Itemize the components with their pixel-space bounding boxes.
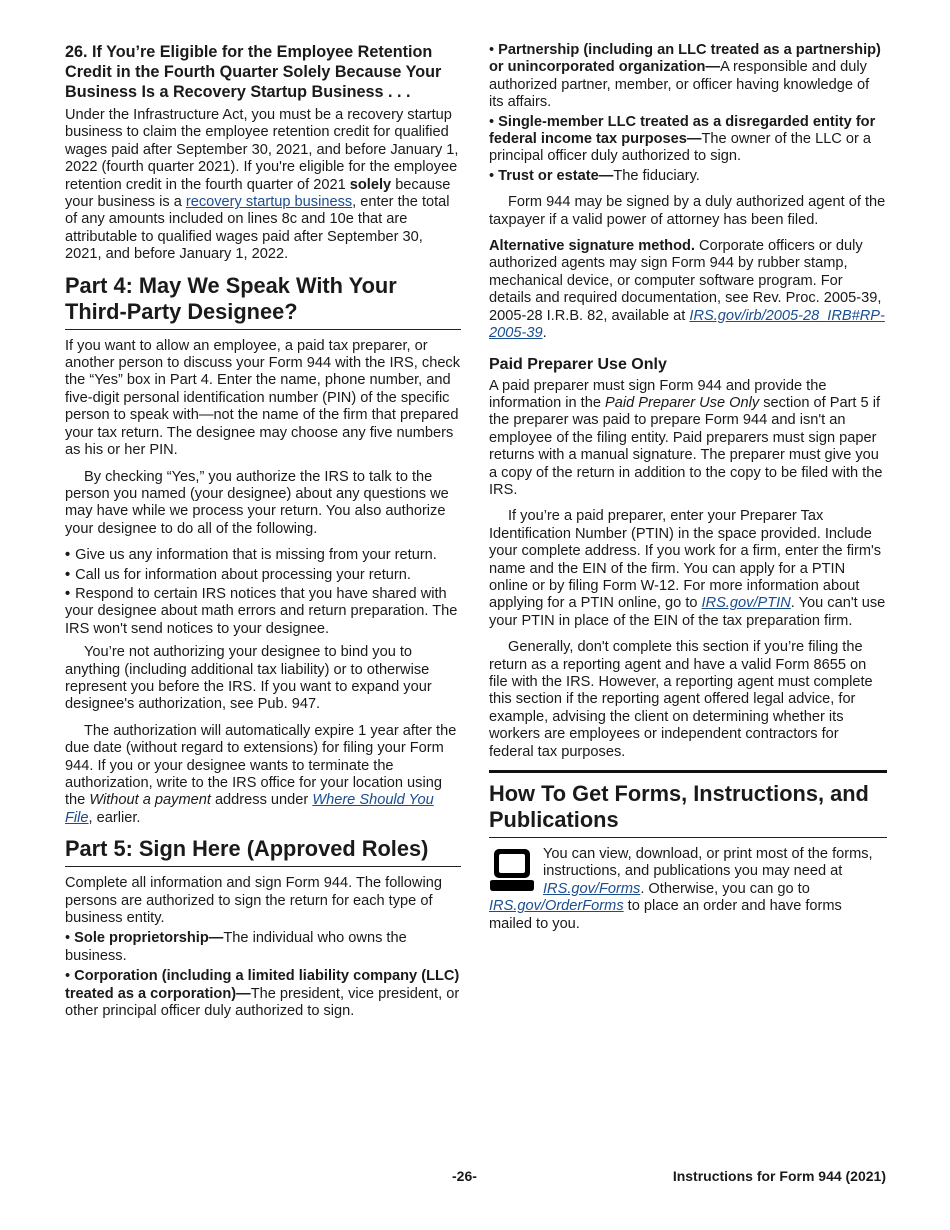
paid-preparer-paragraph-3: Generally, don't complete this section if you’re filing the return as a reporting agent and have a valid Form 8655 on file with the IRS. However, a reporting agent must complete this section if the reporting agent offered legal advice, for example, advising the client on determining whether its workers are employees or independent contractors for federal tax purposes. <box>489 639 873 760</box>
recovery-startup-link[interactable]: recovery startup business <box>185 194 353 211</box>
alternative-signature-paragraph: Alternative signature method. Corporate officers or duly authorized agents may sign Form 944 by rubber stamp, mechanical device, or computer software program. For details and required documentation, see Rev. Proc. 2005-39, 2005-28 I.R.B. 82, available at IRS.gov/irb/2005-28_IRB#RP-2005-39. <box>489 238 885 342</box>
bullet-icon: • <box>65 968 71 985</box>
part4-paragraph-1: If you want to allow an employee, a paid tax preparer, or another person to discuss your Form 944 with the IRS, check the “Yes” box in Part 4. Enter the name, phone number, and five-digit personal identification number (PIN) of the specific person to speak with—not the name of the firm that prepared your tax return. The designee may choose any five numbers as his or her PIN. <box>65 337 461 459</box>
part4-paragraph-4: The authorization will automatically expire 1 year after the due date (without regard to extensions) for filing your Form 944. If you or your designee wants to terminate the authorization, write to the IRS office for your location using the Without a payment address under Where Should You File, earlier. <box>65 722 457 826</box>
list-item: • Call us for information about processing your return. <box>65 566 411 583</box>
paid-preparer-heading: Paid Preparer Use Only <box>489 355 667 373</box>
corporation-item: • Corporation (including a limited liability company (LLC) treated as a corporation)—The president, vice president, or other principal officer duly authorized to sign. <box>65 968 460 1020</box>
part4-paragraph-3: You’re not authorizing your designee to bind you to anything (including additional tax liability) or to otherwise represent you before the IRS. If you want to expand your designee's authorization, see Pub. 947. <box>65 644 432 713</box>
bold-solely: solely <box>349 176 392 193</box>
footer-title: Instructions for Form 944 (2021) <box>672 1168 886 1184</box>
ptin-link[interactable]: IRS.gov/PTIN <box>701 595 791 612</box>
bullet-icon: • <box>489 167 495 184</box>
designee-authority-list <box>65 547 461 638</box>
agent-signing-paragraph: Form 944 may be signed by a duly authorized agent of the taxpayer if a valid power of attorney has been filed. <box>489 194 886 228</box>
irs-forms-link[interactable]: IRS.gov/Forms <box>543 880 641 897</box>
part4-heading: Part 4: May We Speak With Your Third-Party Designee? <box>65 273 461 330</box>
bullet-icon: • <box>65 547 71 564</box>
bullet-icon: • <box>489 42 495 58</box>
where-should-you-file-link[interactable]: Where Should You File <box>65 792 434 826</box>
page-number: -26- <box>452 1168 477 1184</box>
sole-proprietorship-item: • Sole proprietorship—The individual who owns the business. <box>65 930 407 964</box>
forms-heading: How To Get Forms, Instructions, and Publications <box>489 770 887 838</box>
bullet-icon: • <box>489 113 495 130</box>
irb-2005-28-link[interactable]: IRS.gov/irb/2005-28_IRB#RP-2005-39 <box>489 307 885 342</box>
partnership-item: • Partnership (including an LLC treated as a partnership) or unincorporated organization—A responsible and duly authorized partner, member, or officer having knowledge of its affairs. <box>489 42 881 111</box>
bullet-icon: • <box>65 930 71 947</box>
paid-preparer-paragraph-1: A paid preparer must sign Form 944 and provide the information in the Paid Preparer Use Only section of Part 5 if the preparer was paid to prepare Form 944 and isn't an employee of the filing entity. Paid preparers must sign paper returns with a manual signature. The preparer must give you a copy of the return in addition to the copy to be filed with the IRS. <box>489 377 883 498</box>
left-column <box>65 42 461 1029</box>
computer-icon <box>489 848 535 892</box>
part5-heading: Part 5: Sign Here (Approved Roles) <box>65 836 461 867</box>
list-item: • Give us any information that is missing from your return. <box>65 547 437 564</box>
paid-preparer-paragraph-2: If you’re a paid preparer, enter your Preparer Tax Identification Number (PTIN) in the space provided. Include your complete address. If you work for a firm, enter the firm's name and the EIN of the firm. You can apply for a PTIN online or by filing Form W-12. For more information about applying for a PTIN online, go to IRS.gov/PTIN. You can't use your PTIN in place of the EIN of the tax preparation firm. <box>489 508 886 629</box>
bullet-icon: • <box>65 585 71 602</box>
section-26-text: Under the Infrastructure Act, you must be a recovery startup business to claim the employee retention credit for qualified wages paid after September 30, 2021, and before January 1, 2022 (fourth quarter 2021). If you're eligible for the employee retention credit in the fourth quarter of 2021 solely because your business is a recovery startup business, enter the total of any amounts included on lines 8c and 10e that are attributable to qualified wages paid after September 30, 2021, and before January 1, 2022. <box>65 107 459 263</box>
forms-paragraph: You can view, download, or print most of the forms, instructions, and publications you may need at IRS.gov/Forms. Otherwise, you can go to IRS.gov/OrderForms to place an order and have forms mailed to you. <box>489 846 873 932</box>
part5-paragraph-1: Complete all information and sign Form 944. The following persons are authorized to sign the return for each type of business entity. <box>65 875 442 927</box>
bullet-icon: • <box>65 566 71 583</box>
part4-paragraph-2: By checking “Yes,” you authorize the IRS to talk to the person you named (your designee) about any questions we may have while we process your return. You also authorize your designee to do all of the following. <box>65 468 449 537</box>
right-column <box>489 42 887 942</box>
order-forms-link[interactable]: IRS.gov/OrderForms <box>489 898 624 915</box>
trust-estate-item: • Trust or estate—The fiduciary. <box>489 167 700 184</box>
forms-block <box>489 846 887 933</box>
single-member-llc-item: • Single-member LLC treated as a disregarded entity for federal income tax purposes—The owner of the LLC or a principal officer duly authorized to sign. <box>489 113 876 165</box>
section-26-heading: 26. If You’re Eligible for the Employee Retention Credit in the Fourth Quarter Solely Because Your Business Is a Recovery Startup Business . . . <box>65 43 442 101</box>
list-item: • Respond to certain IRS notices that you have shared with your designee about math errors and return preparation. The IRS won't send notices to your designee. <box>65 585 458 637</box>
